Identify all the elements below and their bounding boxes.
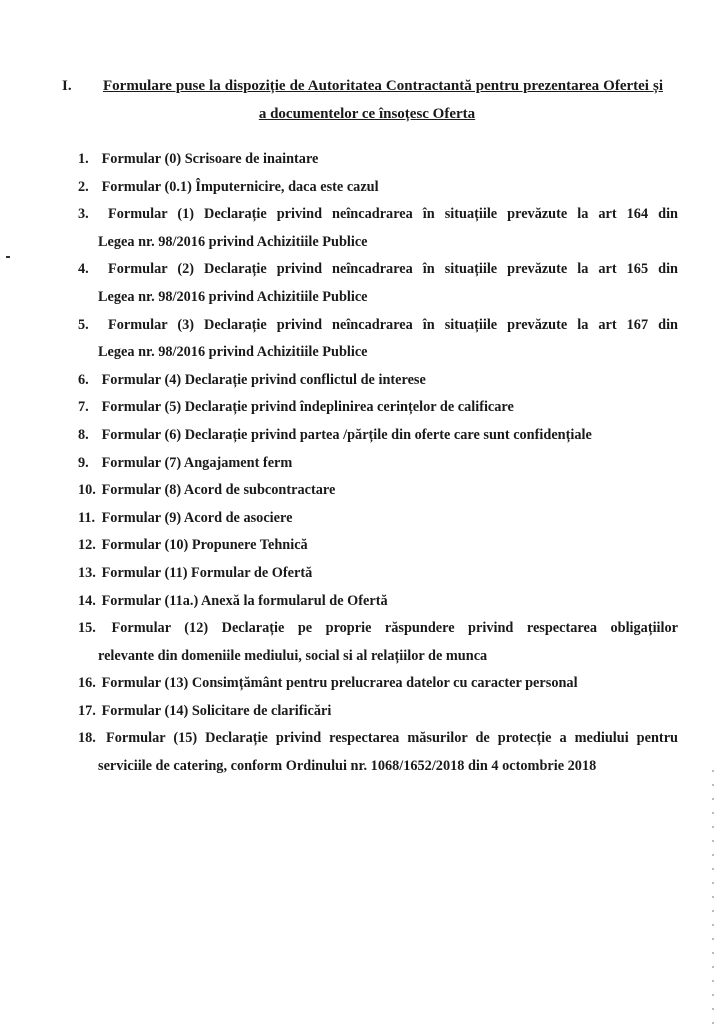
list-item-number: 12. [78, 537, 96, 554]
list-item-text [78, 532, 678, 560]
list-item-number: 16. [78, 675, 96, 692]
list-item-text [78, 312, 678, 340]
list-item-label: Formular (9) Acord de asociere [101, 509, 293, 526]
list-item-label: Formular (13) Consimțământ pentru prelucrarea datelor cu caracter personal [101, 675, 578, 692]
list-item-text [78, 422, 678, 450]
list-item-text [78, 146, 678, 174]
list-item [78, 588, 678, 616]
list-item-text [78, 725, 678, 753]
list-item [78, 477, 678, 505]
form-list [78, 146, 678, 781]
list-item [78, 174, 678, 202]
list-item-text [78, 588, 678, 616]
list-item [78, 670, 678, 698]
list-item-text [78, 505, 678, 533]
list-item-continuation: relevante din domeniile mediului, social si al relațiilor de munca [98, 647, 488, 664]
list-item-number: 2. [78, 178, 89, 195]
list-item-number: 7. [78, 399, 89, 416]
list-item-number: 1. [78, 151, 89, 167]
list-item-label: Formular (1) Declarație privind neîncadrarea în situațiile prevăzute la art 164 din [108, 206, 678, 223]
list-item-number: 14. [78, 592, 96, 609]
list-item-text [78, 394, 678, 422]
list-item-text [78, 560, 678, 588]
list-item-text [78, 256, 678, 284]
list-item [78, 201, 678, 256]
list-item-label: Formular (8) Acord de subcontractare [101, 482, 336, 499]
list-item-continuation: serviciile de catering, conform Ordinului nr. 1068/1652/2018 din 4 octombrie 2018 [98, 758, 597, 775]
list-item [78, 615, 678, 670]
list-item [78, 698, 678, 726]
list-item-label: Formular (15) Declarație privind respectarea măsurilor de protecție a mediului pentru [106, 730, 678, 747]
list-item [78, 256, 678, 311]
list-item-text [78, 201, 678, 229]
list-item-text [78, 450, 678, 478]
list-item-label: Formular (6) Declarație privind partea /părțile din oferte care sunt confidențiale [101, 426, 592, 443]
list-item-label: Formular (10) Propunere Tehnică [101, 537, 308, 554]
list-item-label: Formular (11a.) Anexă la formularul de Ofertă [101, 592, 388, 609]
list-item-number: 8. [78, 426, 89, 443]
scan-mark [6, 256, 10, 258]
section-number: I. [62, 78, 72, 94]
list-item-label: Formular (4) Declarație privind conflictul de interese [101, 371, 426, 388]
list-item-number: 6. [78, 371, 89, 388]
list-item-number: 10. [78, 482, 96, 499]
list-item-number: 15. [78, 620, 96, 637]
list-item [78, 367, 678, 395]
list-item-text [78, 477, 678, 505]
list-item-label: Formular (0) Scrisoare de inaintare [101, 151, 319, 167]
list-item-text [78, 698, 678, 726]
scan-margin-marks [712, 770, 714, 1030]
list-item-number: 3. [78, 206, 89, 223]
list-item-text [78, 367, 678, 395]
list-item-text [78, 670, 678, 698]
list-item [78, 394, 678, 422]
list-item-text [78, 615, 678, 643]
list-item-label: Formular (14) Solicitare de clarificări [101, 702, 332, 719]
list-item [78, 312, 678, 367]
list-item-continuation: Legea nr. 98/2016 privind Achizitiile Publice [98, 344, 368, 361]
list-item [78, 505, 678, 533]
list-item-number: 9. [78, 454, 89, 471]
list-item [78, 725, 678, 780]
list-item-number: 17. [78, 702, 96, 719]
list-item-label: Formular (7) Angajament ferm [101, 454, 293, 471]
list-item [78, 422, 678, 450]
list-item [78, 560, 678, 588]
list-item-text [78, 174, 678, 202]
list-item-label: Formular (5) Declarație privind îndeplinirea cerințelor de calificare [101, 399, 514, 416]
list-item-number: 18. [78, 730, 96, 747]
section-title-line-2: a documentelor ce însoțesc Oferta [258, 106, 476, 122]
list-item-label: Formular (0.1) Împuternicire, daca este cazul [101, 178, 379, 195]
list-item-number: 13. [78, 564, 96, 581]
list-item-label: Formular (12) Declarație pe proprie răspundere privind respectarea obligațiilor [111, 620, 678, 637]
list-item-number: 4. [78, 261, 89, 278]
list-item-number: 5. [78, 316, 89, 333]
list-item-number: 11. [78, 509, 96, 526]
list-item [78, 532, 678, 560]
list-item-continuation: Legea nr. 98/2016 privind Achizitiile Publice [98, 288, 368, 305]
list-item-label: Formular (11) Formular de Ofertă [101, 564, 313, 581]
list-item-label: Formular (3) Declarație privind neîncadrarea în situațiile prevăzute la art 167 din [108, 316, 678, 333]
list-item [78, 146, 678, 174]
list-item-label: Formular (2) Declarație privind neîncadrarea în situațiile prevăzute la art 165 din [108, 261, 678, 278]
list-item-continuation: Legea nr. 98/2016 privind Achizitiile Publice [98, 233, 368, 250]
list-item [78, 450, 678, 478]
section-title-line-1: Formulare puse la dispoziție de Autoritatea Contractantă pentru prezentarea Ofertei și [103, 78, 663, 94]
